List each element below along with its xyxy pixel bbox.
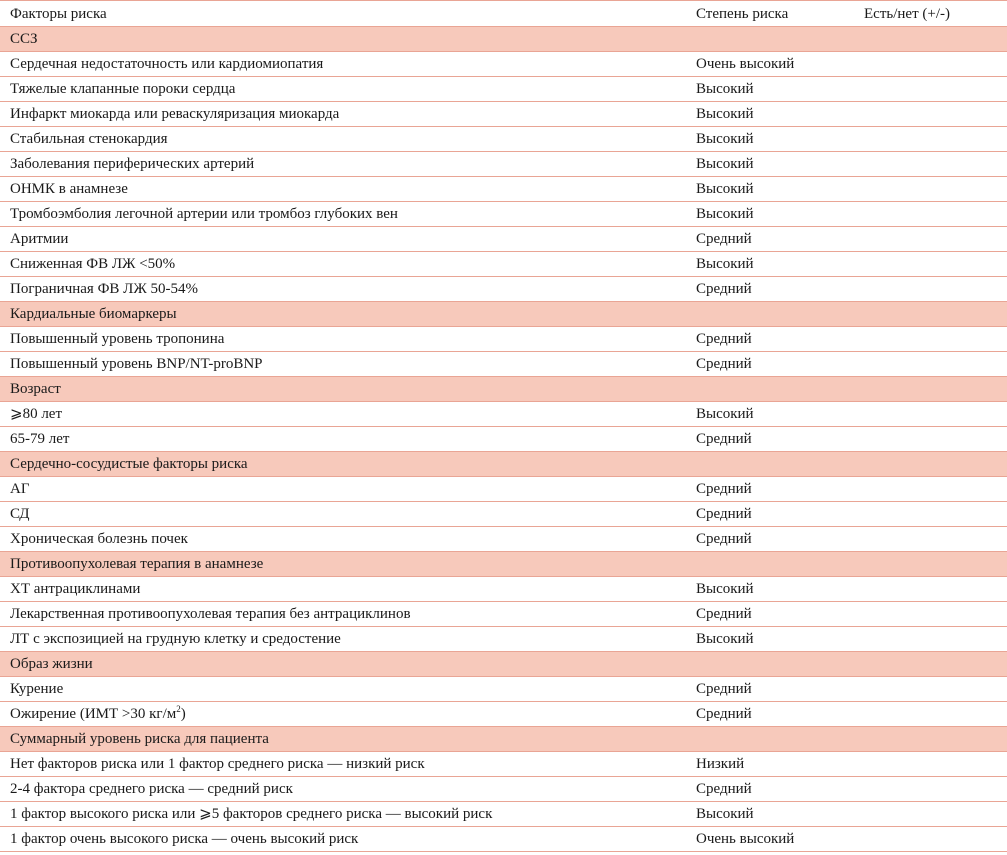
risk-factor-text: Нет факторов риска или 1 фактор среднего риска — низкий риск [10,756,425,772]
table-row [0,777,1007,802]
present-cell[interactable] [854,152,1007,177]
section-header-row [0,377,1007,402]
risk-factor-text: СД [10,506,30,522]
section-title: Противоопухолевая терапия в анамнезе [0,552,1007,577]
present-cell[interactable] [854,802,1007,827]
section-header-row [0,27,1007,52]
present-cell[interactable] [854,702,1007,727]
risk-degree-cell: Очень высокий [686,827,854,852]
risk-degree-cell: Средний [686,427,854,452]
table-row [0,277,1007,302]
risk-degree-cell: Высокий [686,202,854,227]
present-cell[interactable] [854,427,1007,452]
risk-factor-cell [0,752,686,777]
table-row [0,177,1007,202]
risk-factor-cell [0,602,686,627]
risk-factor-text: Аритмии [10,231,69,247]
risk-factor-cell [0,677,686,702]
risk-degree-cell: Высокий [686,127,854,152]
present-cell[interactable] [854,252,1007,277]
risk-factor-text: 65-79 лет [10,431,70,447]
risk-factor-text: Инфаркт миокарда или реваскуляризация миокарда [10,106,340,122]
risk-factor-text: Повышенный уровень тропонина [10,331,225,347]
risk-factor-text: Сниженная ФВ ЛЖ <50% [10,256,176,272]
section-title: Кардиальные биомаркеры [0,302,1007,327]
risk-factor-cell [0,202,686,227]
risk-factor-text: Стабильная стенокардия [10,131,168,147]
risk-degree-cell: Высокий [686,102,854,127]
risk-factor-cell [0,802,686,827]
table-row [0,702,1007,727]
risk-factor-cell [0,827,686,852]
present-cell[interactable] [854,577,1007,602]
risk-factor-cell [0,102,686,127]
risk-factor-text: 1 фактор высокого риска или ⩾5 факторов среднего риска — высокий риск [10,806,493,822]
table-row [0,77,1007,102]
present-cell[interactable] [854,602,1007,627]
risk-degree-cell: Средний [686,502,854,527]
risk-factor-text: Тромбоэмболия легочной артерии или тромбоз глубоких вен [10,206,398,222]
risk-factor-text: Сердечная недостаточность или кардиомиопатия [10,56,324,72]
risk-degree-cell: Средний [686,602,854,627]
header-factor: Факторы риска [0,1,686,27]
risk-degree-cell: Высокий [686,252,854,277]
risk-factor-cell [0,227,686,252]
risk-factor-text: ⩾80 лет [10,406,63,422]
present-cell[interactable] [854,827,1007,852]
table-header-row [0,1,1007,27]
table-row [0,677,1007,702]
risk-factor-cell [0,52,686,77]
table-row [0,602,1007,627]
table-body [0,27,1007,852]
present-cell[interactable] [854,627,1007,652]
table-row [0,252,1007,277]
superscript: 2 [176,704,181,714]
table-row [0,352,1007,377]
risk-factor-text: Повышенный уровень BNP/NT-proBNP [10,356,263,372]
present-cell[interactable] [854,202,1007,227]
section-header-row [0,727,1007,752]
risk-factor-text: ЛТ с экспозицией на грудную клетку и средостение [10,631,341,647]
risk-degree-cell: Высокий [686,402,854,427]
present-cell[interactable] [854,502,1007,527]
risk-factor-cell [0,402,686,427]
table-row [0,202,1007,227]
risk-factor-text: ОНМК в анамнезе [10,181,128,197]
risk-factor-suffix: ) [180,706,186,722]
risk-factor-text: Ожирение (ИМТ >30 кг/м [10,706,177,722]
table-row [0,127,1007,152]
table-row [0,802,1007,827]
present-cell[interactable] [854,227,1007,252]
risk-factor-cell [0,177,686,202]
section-title: ССЗ [0,27,1007,52]
risk-factor-text: ХТ антрациклинами [10,581,141,597]
table-row [0,327,1007,352]
risk-factor-cell [0,352,686,377]
section-header-row [0,652,1007,677]
section-title: Сердечно-сосудистые факторы риска [0,452,1007,477]
risk-factor-cell [0,577,686,602]
risk-factor-cell [0,152,686,177]
risk-factor-text: 2-4 фактора среднего риска — средний риск [10,781,293,797]
risk-degree-cell: Низкий [686,752,854,777]
risk-degree-cell: Высокий [686,577,854,602]
table-row [0,152,1007,177]
table-row [0,102,1007,127]
risk-degree-cell: Высокий [686,77,854,102]
present-cell[interactable] [854,777,1007,802]
risk-factor-cell [0,277,686,302]
table-row [0,427,1007,452]
risk-degree-cell: Высокий [686,627,854,652]
risk-factor-cell [0,702,686,727]
table-row [0,477,1007,502]
risk-factor-cell [0,502,686,527]
table-row [0,577,1007,602]
risk-degree-cell: Средний [686,227,854,252]
risk-factor-text: Пограничная ФВ ЛЖ 50-54% [10,281,199,297]
present-cell[interactable] [854,52,1007,77]
present-cell[interactable] [854,127,1007,152]
header-degree: Степень риска [686,1,854,27]
table-row [0,527,1007,552]
present-cell[interactable] [854,277,1007,302]
present-cell[interactable] [854,77,1007,102]
risk-factor-text: Заболевания периферических артерий [10,156,255,172]
risk-factor-text: Тяжелые клапанные пороки сердца [10,81,236,97]
risk-factor-cell [0,127,686,152]
present-cell[interactable] [854,402,1007,427]
section-title: Образ жизни [0,652,1007,677]
risk-factor-text: Хроническая болезнь почек [10,531,188,547]
table-row [0,402,1007,427]
risk-degree-cell: Средний [686,527,854,552]
risk-factor-cell [0,527,686,552]
table-row [0,627,1007,652]
table-row [0,227,1007,252]
risk-degree-cell: Средний [686,702,854,727]
present-cell[interactable] [854,752,1007,777]
risk-degree-cell: Средний [686,477,854,502]
risk-degree-cell: Очень высокий [686,52,854,77]
present-cell[interactable] [854,527,1007,552]
present-cell[interactable] [854,177,1007,202]
risk-degree-cell: Средний [686,677,854,702]
risk-factor-cell [0,777,686,802]
risk-factor-cell [0,477,686,502]
table-row [0,502,1007,527]
section-header-row [0,552,1007,577]
risk-degree-cell: Средний [686,777,854,802]
risk-factor-text: Курение [10,681,64,697]
section-header-row [0,302,1007,327]
risk-degree-cell: Средний [686,277,854,302]
risk-degree-cell: Средний [686,327,854,352]
risk-factor-cell [0,427,686,452]
section-header-row [0,452,1007,477]
risk-degree-cell: Средний [686,352,854,377]
risk-degree-cell: Высокий [686,802,854,827]
risk-degree-cell: Высокий [686,152,854,177]
risk-factor-cell [0,252,686,277]
table-row [0,52,1007,77]
table-row [0,827,1007,852]
section-title: Возраст [0,377,1007,402]
risk-factor-text: 1 фактор очень высокого риска — очень высокий риск [10,831,359,847]
risk-degree-cell: Высокий [686,177,854,202]
present-cell[interactable] [854,677,1007,702]
table-row [0,752,1007,777]
header-present: Есть/нет (+/-) [854,1,1007,27]
risk-factor-text: АГ [10,481,30,497]
section-title: Суммарный уровень риска для пациента [0,727,1007,752]
risk-factor-cell [0,627,686,652]
risk-factor-cell [0,327,686,352]
present-cell[interactable] [854,352,1007,377]
present-cell[interactable] [854,102,1007,127]
present-cell[interactable] [854,327,1007,352]
risk-factor-cell [0,77,686,102]
risk-factor-text: Лекарственная противоопухолевая терапия без антрациклинов [10,606,411,622]
present-cell[interactable] [854,477,1007,502]
